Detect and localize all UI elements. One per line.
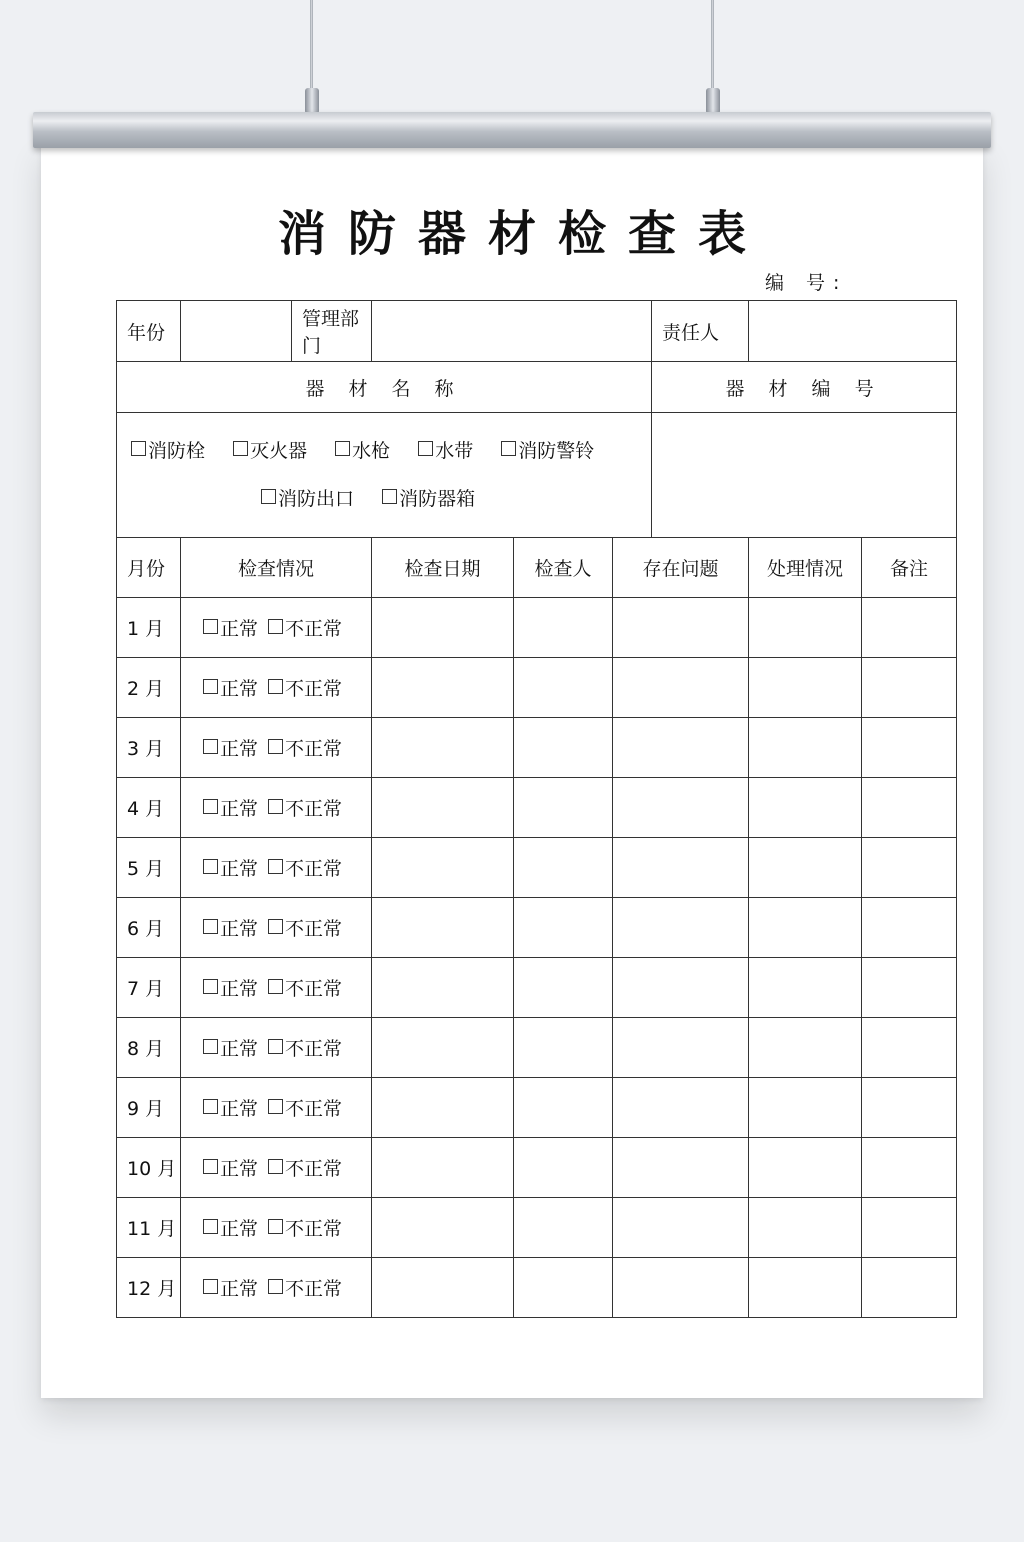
checkbox[interactable] (203, 979, 218, 994)
inspector-cell[interactable] (514, 718, 613, 778)
inspection-date-cell[interactable] (372, 598, 514, 658)
table-row (117, 1258, 957, 1318)
month-rows (117, 598, 957, 1318)
inspection-date-cell[interactable] (372, 898, 514, 958)
issues-cell[interactable] (613, 838, 749, 898)
handling-cell[interactable] (749, 1198, 862, 1258)
equipment-option[interactable]: 灭火器 (233, 427, 307, 475)
inspector-cell[interactable] (514, 1138, 613, 1198)
status-option-abnormal[interactable]: 不正常 (268, 1034, 342, 1061)
inspection-date-cell[interactable] (372, 838, 514, 898)
checkbox[interactable] (261, 489, 276, 504)
checkbox[interactable] (335, 441, 350, 456)
checkbox[interactable] (203, 1039, 218, 1054)
status-option-normal[interactable]: 正常 (203, 614, 258, 641)
status-option-abnormal[interactable]: 不正常 (268, 1274, 342, 1301)
equipment-number-field[interactable] (652, 413, 957, 538)
month-cell: 8 月 (117, 1018, 181, 1078)
status-option-abnormal[interactable]: 不正常 (268, 974, 342, 1001)
issues-cell[interactable] (613, 1258, 749, 1318)
remarks-cell[interactable] (862, 1138, 957, 1198)
status-option-abnormal[interactable]: 不正常 (268, 914, 342, 941)
year-label: 年份 (117, 301, 181, 362)
remarks-cell[interactable] (862, 1258, 957, 1318)
remarks-cell[interactable] (862, 598, 957, 658)
month-cell: 7 月 (117, 958, 181, 1018)
year-field[interactable] (181, 301, 292, 362)
checkbox[interactable] (203, 679, 218, 694)
column-header: 备注 (862, 538, 957, 598)
inspection-date-cell[interactable] (372, 718, 514, 778)
inspection-form-sheet (41, 140, 983, 1398)
inspection-table (116, 300, 957, 1318)
owner-field[interactable] (749, 301, 957, 362)
inspector-cell[interactable] (514, 898, 613, 958)
status-option-abnormal[interactable]: 不正常 (268, 1154, 342, 1181)
month-cell: 4 月 (117, 778, 181, 838)
handling-cell[interactable] (749, 898, 862, 958)
inspection-date-cell[interactable] (372, 658, 514, 718)
month-cell: 1 月 (117, 598, 181, 658)
status-option-abnormal[interactable]: 不正常 (268, 734, 342, 761)
table-row (117, 598, 957, 658)
month-cell: 10 月 (117, 1138, 181, 1198)
table-row (117, 1198, 957, 1258)
checkbox[interactable] (203, 859, 218, 874)
header-info-row (117, 301, 957, 362)
equipment-option[interactable]: 水带 (418, 427, 473, 475)
inspection-date-cell[interactable] (372, 1258, 514, 1318)
status-option-normal[interactable]: 正常 (203, 794, 258, 821)
inspection-date-cell[interactable] (372, 1138, 514, 1198)
column-header: 存在问题 (613, 538, 749, 598)
handling-cell[interactable] (749, 1258, 862, 1318)
equipment-header-row (117, 362, 957, 413)
column-header: 检查人 (514, 538, 613, 598)
issues-cell[interactable] (613, 1018, 749, 1078)
remarks-cell[interactable] (862, 1198, 957, 1258)
status-option-normal[interactable]: 正常 (203, 1214, 258, 1241)
status-option-abnormal[interactable]: 不正常 (268, 1214, 342, 1241)
handling-cell[interactable] (749, 778, 862, 838)
column-header: 处理情况 (749, 538, 862, 598)
remarks-cell[interactable] (862, 718, 957, 778)
status-option-abnormal[interactable]: 不正常 (268, 794, 342, 821)
wire-clip-right (706, 88, 720, 114)
status-option-abnormal[interactable]: 不正常 (268, 614, 342, 641)
checkbox[interactable] (203, 1219, 218, 1234)
table-row (117, 1138, 957, 1198)
status-option-abnormal[interactable]: 不正常 (268, 854, 342, 881)
remarks-cell[interactable] (862, 1078, 957, 1138)
checkbox[interactable] (268, 739, 283, 754)
checkbox[interactable] (268, 919, 283, 934)
inspector-cell[interactable] (514, 958, 613, 1018)
handling-cell[interactable] (749, 838, 862, 898)
inspection-status (181, 658, 372, 718)
checkbox[interactable] (268, 1219, 283, 1234)
inspection-status (181, 778, 372, 838)
inspector-cell[interactable] (514, 1078, 613, 1138)
owner-label: 责任人 (652, 301, 749, 362)
inspection-status (181, 1018, 372, 1078)
status-option-abnormal[interactable]: 不正常 (268, 674, 342, 701)
inspection-status (181, 958, 372, 1018)
table-row (117, 1018, 957, 1078)
checkbox[interactable] (131, 441, 146, 456)
hanging-wire-right (711, 0, 714, 92)
hanging-wire-left (310, 0, 313, 92)
table-row (117, 658, 957, 718)
equipment-option[interactable]: 消防警铃 (501, 427, 594, 475)
status-option-normal[interactable]: 正常 (203, 1274, 258, 1301)
inspection-date-cell[interactable] (372, 778, 514, 838)
remarks-cell[interactable] (862, 658, 957, 718)
wire-clip-left (305, 88, 319, 114)
equipment-options-row (117, 413, 957, 538)
inspector-cell[interactable] (514, 778, 613, 838)
inspection-date-cell[interactable] (372, 1198, 514, 1258)
inspector-cell[interactable] (514, 598, 613, 658)
remarks-cell[interactable] (862, 898, 957, 958)
handling-cell[interactable] (749, 718, 862, 778)
inspection-status (181, 838, 372, 898)
column-header: 检查日期 (372, 538, 514, 598)
column-header: 检查情况 (181, 538, 372, 598)
month-cell: 9 月 (117, 1078, 181, 1138)
inspector-cell[interactable] (514, 1018, 613, 1078)
checkbox[interactable] (203, 1159, 218, 1174)
checkbox[interactable] (382, 489, 397, 504)
checkbox[interactable] (418, 441, 433, 456)
equipment-name-header: 器 材 名 称 (117, 362, 652, 413)
checkbox[interactable] (268, 619, 283, 634)
equipment-options (117, 413, 652, 538)
inspector-cell[interactable] (514, 1198, 613, 1258)
status-option-normal[interactable]: 正常 (203, 1154, 258, 1181)
checkbox[interactable] (233, 441, 248, 456)
table-row (117, 838, 957, 898)
inspection-status (181, 1138, 372, 1198)
handling-cell[interactable] (749, 1078, 862, 1138)
inspection-status (181, 718, 372, 778)
remarks-cell[interactable] (862, 958, 957, 1018)
inspection-status (181, 1258, 372, 1318)
issues-cell[interactable] (613, 1198, 749, 1258)
issues-cell[interactable] (613, 598, 749, 658)
issues-cell[interactable] (613, 958, 749, 1018)
month-cell: 3 月 (117, 718, 181, 778)
column-header: 月份 (117, 538, 181, 598)
inspection-date-cell[interactable] (372, 1078, 514, 1138)
month-cell: 12 月 (117, 1258, 181, 1318)
inspection-status (181, 1198, 372, 1258)
equipment-option[interactable]: 消防栓 (131, 427, 205, 475)
table-row (117, 1078, 957, 1138)
form-title: 消防器材检查表 (277, 206, 768, 262)
status-option-normal[interactable]: 正常 (203, 734, 258, 761)
handling-cell[interactable] (749, 1138, 862, 1198)
month-cell: 2 月 (117, 658, 181, 718)
column-header-row (117, 538, 957, 598)
inspector-cell[interactable] (514, 838, 613, 898)
remarks-cell[interactable] (862, 1018, 957, 1078)
status-option-normal[interactable]: 正常 (203, 974, 258, 1001)
checkbox[interactable] (268, 859, 283, 874)
department-field[interactable] (372, 301, 652, 362)
equipment-option[interactable]: 消防出口 (261, 475, 354, 523)
status-option-normal[interactable]: 正常 (203, 1094, 258, 1121)
issues-cell[interactable] (613, 718, 749, 778)
handling-cell[interactable] (749, 958, 862, 1018)
table-row (117, 778, 957, 838)
remarks-cell[interactable] (862, 838, 957, 898)
month-cell: 6 月 (117, 898, 181, 958)
inspection-status (181, 898, 372, 958)
status-option-normal[interactable]: 正常 (203, 1034, 258, 1061)
checkbox[interactable] (203, 619, 218, 634)
checkbox[interactable] (268, 979, 283, 994)
table-row (117, 958, 957, 1018)
inspection-date-cell[interactable] (372, 1018, 514, 1078)
table-row (117, 898, 957, 958)
checkbox[interactable] (268, 1039, 283, 1054)
equipment-option[interactable]: 消防器箱 (382, 475, 475, 523)
checkbox[interactable] (268, 1279, 283, 1294)
checkbox[interactable] (268, 1159, 283, 1174)
handling-cell[interactable] (749, 1018, 862, 1078)
department-label: 管理部门 (292, 301, 372, 362)
inspection-status (181, 1078, 372, 1138)
inspector-cell[interactable] (514, 658, 613, 718)
table-row (117, 718, 957, 778)
hanging-rail (33, 112, 991, 148)
serial-number-label: 编 号: (765, 272, 848, 294)
issues-cell[interactable] (613, 898, 749, 958)
inspection-date-cell[interactable] (372, 958, 514, 1018)
inspector-cell[interactable] (514, 1258, 613, 1318)
checkbox[interactable] (501, 441, 516, 456)
status-option-normal[interactable]: 正常 (203, 674, 258, 701)
checkbox[interactable] (203, 799, 218, 814)
equipment-number-header: 器 材 编 号 (652, 362, 957, 413)
equipment-option[interactable]: 水枪 (335, 427, 390, 475)
status-option-abnormal[interactable]: 不正常 (268, 1094, 342, 1121)
handling-cell[interactable] (749, 658, 862, 718)
checkbox[interactable] (268, 799, 283, 814)
issues-cell[interactable] (613, 778, 749, 838)
issues-cell[interactable] (613, 1138, 749, 1198)
month-cell: 5 月 (117, 838, 181, 898)
checkbox[interactable] (268, 679, 283, 694)
checkbox[interactable] (268, 1099, 283, 1114)
handling-cell[interactable] (749, 598, 862, 658)
checkbox[interactable] (203, 919, 218, 934)
issues-cell[interactable] (613, 658, 749, 718)
inspection-status (181, 598, 372, 658)
checkbox[interactable] (203, 739, 218, 754)
status-option-normal[interactable]: 正常 (203, 854, 258, 881)
month-cell: 11 月 (117, 1198, 181, 1258)
issues-cell[interactable] (613, 1078, 749, 1138)
checkbox[interactable] (203, 1279, 218, 1294)
checkbox[interactable] (203, 1099, 218, 1114)
status-option-normal[interactable]: 正常 (203, 914, 258, 941)
remarks-cell[interactable] (862, 778, 957, 838)
